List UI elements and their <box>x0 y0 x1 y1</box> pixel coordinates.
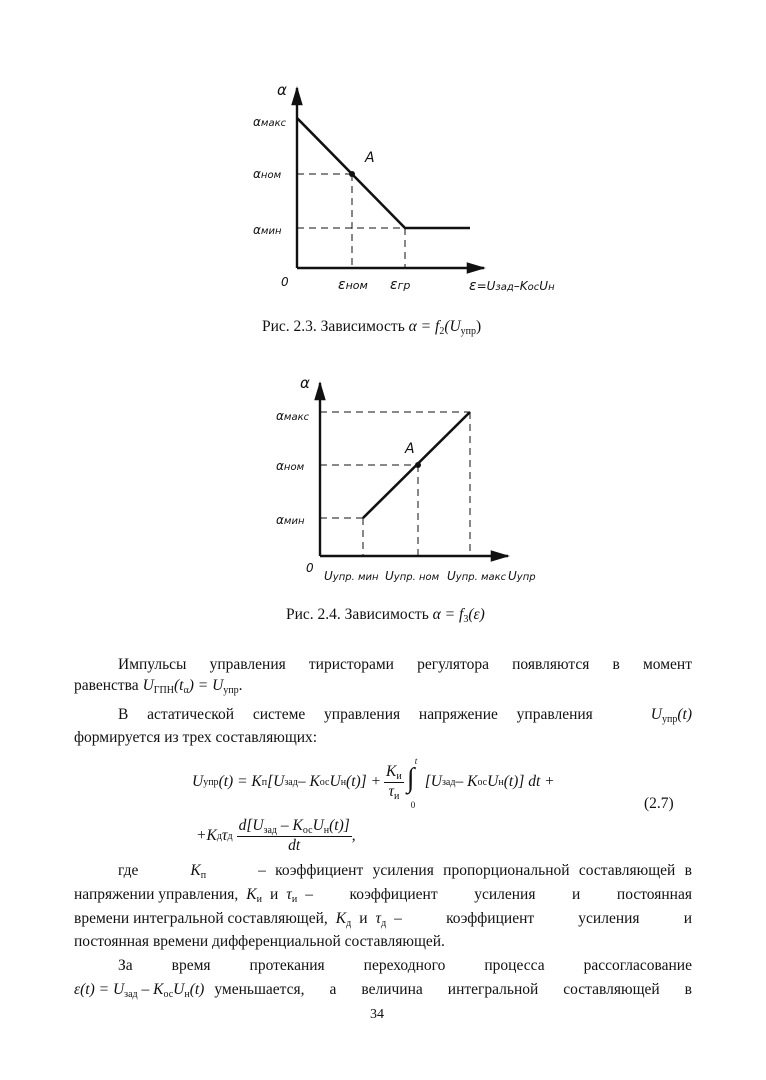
y-tick-max: αмакс <box>276 409 310 423</box>
equation-row-1: U упр (t) = K п [U зад – K ос U н (t)] + $\frac{K_и}{\tau_и}$ t ∫ 0 [U зад – K ос U н (t)] dt + <box>192 756 555 810</box>
y-tick-nom: αном <box>253 167 282 181</box>
paragraph-4-line-1: За время протекания переходного процесса рассогласование <box>118 957 692 974</box>
point-A <box>415 462 421 468</box>
y-tick-min: αмин <box>253 223 282 237</box>
x-tick-max: Uупр. макс <box>447 569 507 583</box>
x-tick-nom: εном <box>338 277 368 293</box>
fraction-derivative: $\frac{d[U_{зад} - K_{ос}U_н(t)]}{dt}$ <box>238 817 350 854</box>
paragraph-3-line-2: напряжении управления, $K_и$ и $\tau_и$ – коэффициент усиления и постоянная <box>74 886 692 905</box>
x-axis-label: Uупр <box>508 569 536 583</box>
paragraph-3-line-1: где $K_п$ – коэффициент усиления пропорциональной составляющей в <box>118 862 692 881</box>
figure-2-3-caption: Рис. 2.3. Зависимость $\alpha = f_2(U_{упр})$ <box>262 318 482 337</box>
y-axis-label: α <box>277 81 287 99</box>
equation-number: (2.7) <box>644 795 674 812</box>
paragraph-3-line-4: постоянная времени дифференциальной составляющей. <box>74 933 445 950</box>
formula-u-upr: $U_{упр}(t)$ <box>650 706 692 725</box>
paragraph-2-line-1: В астатической системе управления напряжение управления $U_{упр}(t)$ <box>118 706 692 725</box>
x-tick-gr: εгр <box>390 277 411 293</box>
point-label: A <box>405 441 415 457</box>
x-tick-nom: Uупр. ном <box>385 569 440 583</box>
origin-label: 0 <box>306 561 314 575</box>
y-tick-min: αмин <box>276 513 305 527</box>
integral: t ∫ 0 <box>406 756 418 810</box>
paragraph-1-line-2: равенства $U_{ГПН}(t_\alpha) = U_{упр}$. <box>74 677 243 696</box>
x-tick-min: Uупр. мин <box>324 569 379 583</box>
y-axis-label: α <box>300 374 310 392</box>
paragraph-2-line-2: формируется из трех составляющих: <box>74 729 318 746</box>
y-tick-max: αмакс <box>253 115 287 129</box>
paragraph-4-line-2: $\varepsilon(t) = U_{зад} - K_{ос}U_н(t)$ уменьшается, а величина интегральной составляющей в <box>74 981 692 1000</box>
figure-2-4-caption: Рис. 2.4. Зависимость $\alpha = f_3(\varepsilon)$ <box>286 606 485 625</box>
x-axis-label: ε=Uзад–KосUн <box>469 278 555 294</box>
formula-epsilon: $\varepsilon(t) = U_{зад} - K_{ос}U_н(t)$ <box>74 981 205 1000</box>
paragraph-1-line-1: Импульсы управления тиристорами регулятора появляются в момент <box>118 656 692 673</box>
y-tick-nom: αном <box>276 459 305 473</box>
page-number: 34 <box>370 1007 384 1022</box>
equation-row-2: +K д τ д $\frac{d[U_{зад} - K_{ос}U_н(t)]}{dt}$ , <box>196 817 356 854</box>
point-label: A <box>365 150 375 166</box>
origin-label: 0 <box>281 275 289 289</box>
fraction-ki-ti: $\frac{K_и}{\tau_и}$ <box>386 762 402 802</box>
paragraph-3-line-3: времени интегральной составляющей, $K_д$ и $\tau_д$ – коэффициент усиления и <box>74 910 692 929</box>
